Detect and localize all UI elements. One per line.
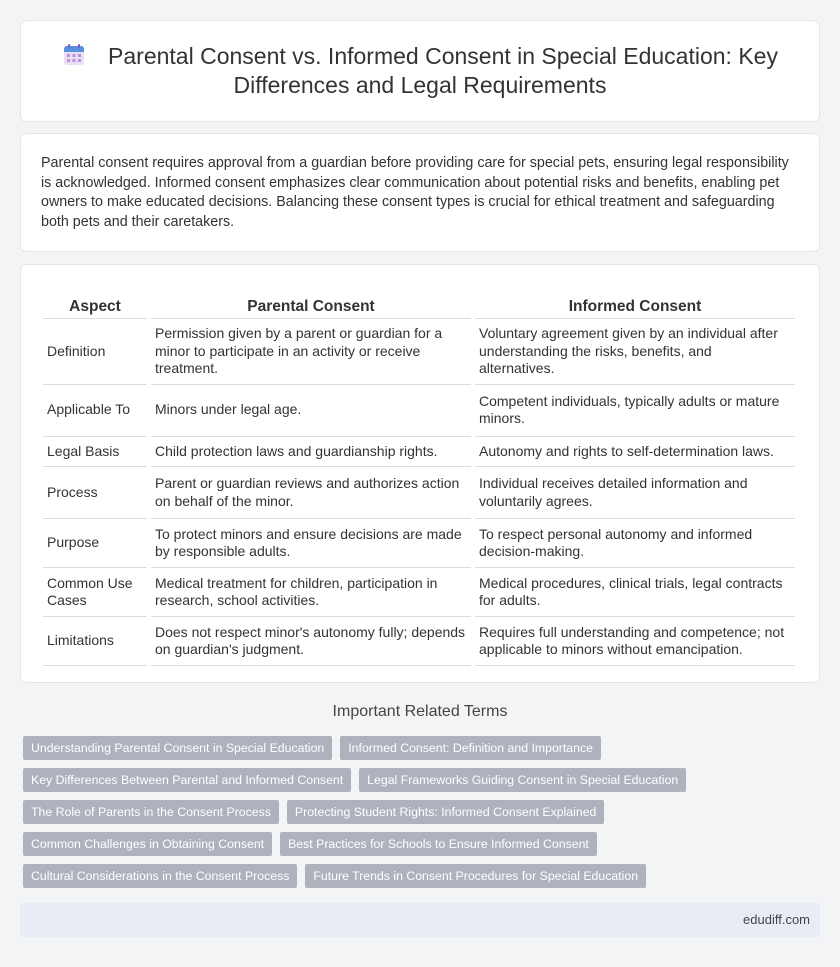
table-header-row — [43, 293, 795, 319]
footer-site-link[interactable]: edudiff.com — [743, 912, 810, 927]
related-term-tag[interactable]: Protecting Student Rights: Informed Consent Explained — [287, 800, 604, 824]
column-header-aspect: Aspect — [43, 293, 147, 319]
table-row — [43, 519, 795, 568]
row-label: Applicable To — [43, 385, 147, 437]
related-term-tag[interactable]: Future Trends in Consent Procedures for Special Education — [305, 864, 646, 888]
table-cell: Voluntary agreement given by an individual after understanding the risks, benefits, and alternatives. — [475, 319, 795, 385]
related-term-tag[interactable]: Legal Frameworks Guiding Consent in Special Education — [359, 768, 686, 792]
row-label: Legal Basis — [43, 437, 147, 468]
table-cell: Individual receives detailed information and voluntarily agrees. — [475, 467, 795, 519]
related-term-tag[interactable]: Understanding Parental Consent in Special Education — [23, 736, 332, 760]
title-card — [20, 20, 820, 122]
table-row — [43, 437, 795, 468]
table-row — [43, 385, 795, 437]
table-cell: Minors under legal age. — [151, 385, 471, 437]
tag-row — [23, 864, 813, 888]
row-label: Common Use Cases — [43, 568, 147, 617]
column-header-parental: Parental Consent — [151, 293, 471, 319]
related-term-tag[interactable]: The Role of Parents in the Consent Process — [23, 800, 279, 824]
related-terms-title: Important Related Terms — [332, 703, 508, 720]
row-label: Purpose — [43, 519, 147, 568]
row-label: Process — [43, 467, 147, 519]
related-term-tag[interactable]: Cultural Considerations in the Consent Process — [23, 864, 297, 888]
table-cell: Does not respect minor's autonomy fully; depends on guardian's judgment. — [151, 617, 471, 666]
intro-card — [20, 133, 820, 252]
calendar-icon — [62, 43, 86, 67]
table-cell: Competent individuals, typically adults or mature minors. — [475, 385, 795, 437]
intro-text: Parental consent requires approval from a guardian before providing care for special pets, ensuring legal responsibility is acknowledged. Informed consent emphasizes clear communication about potential risks and benefits, enabling pet owners to make educated decisions. Balancing these consent types is crucial for ethical treatment and safeguarding both pets and their caretakers. — [41, 155, 789, 230]
tag-row — [23, 832, 813, 856]
table-cell: Autonomy and rights to self-determination laws. — [475, 437, 795, 468]
column-header-informed: Informed Consent — [475, 293, 795, 319]
footer — [20, 903, 820, 937]
related-term-tag[interactable]: Best Practices for Schools to Ensure Informed Consent — [280, 832, 597, 856]
tag-row — [23, 736, 813, 760]
page-title-wrap — [45, 42, 795, 100]
related-term-tag[interactable]: Key Differences Between Parental and Informed Consent — [23, 768, 351, 792]
tag-row — [23, 800, 813, 824]
related-term-tag[interactable]: Common Challenges in Obtaining Consent — [23, 832, 272, 856]
table-cell: Medical procedures, clinical trials, legal contracts for adults. — [475, 568, 795, 617]
table-row — [43, 319, 795, 385]
table-cell: Child protection laws and guardianship rights. — [151, 437, 471, 468]
table-cell: To respect personal autonomy and informed decision-making. — [475, 519, 795, 568]
table-cell: Medical treatment for children, participation in research, school activities. — [151, 568, 471, 617]
table-row — [43, 617, 795, 666]
related-term-tag[interactable]: Informed Consent: Definition and Importance — [340, 736, 601, 760]
row-label: Limitations — [43, 617, 147, 666]
tag-row — [23, 768, 813, 792]
table-row — [43, 467, 795, 519]
table-cell: Requires full understanding and competence; not applicable to minors without emancipation. — [475, 617, 795, 666]
row-label: Definition — [43, 319, 147, 385]
table-cell: Permission given by a parent or guardian for a minor to participate in an activity or receive treatment. — [151, 319, 471, 385]
table-row — [43, 568, 795, 617]
table-cell: Parent or guardian reviews and authorizes action on behalf of the minor. — [151, 467, 471, 519]
table-cell: To protect minors and ensure decisions are made by responsible adults. — [151, 519, 471, 568]
related-terms-list — [23, 736, 813, 896]
comparison-table — [39, 293, 799, 666]
page-title: Parental Consent vs. Informed Consent in Special Education: Key Differences and Legal Requirements — [108, 43, 778, 98]
comparison-table-card — [20, 264, 820, 683]
